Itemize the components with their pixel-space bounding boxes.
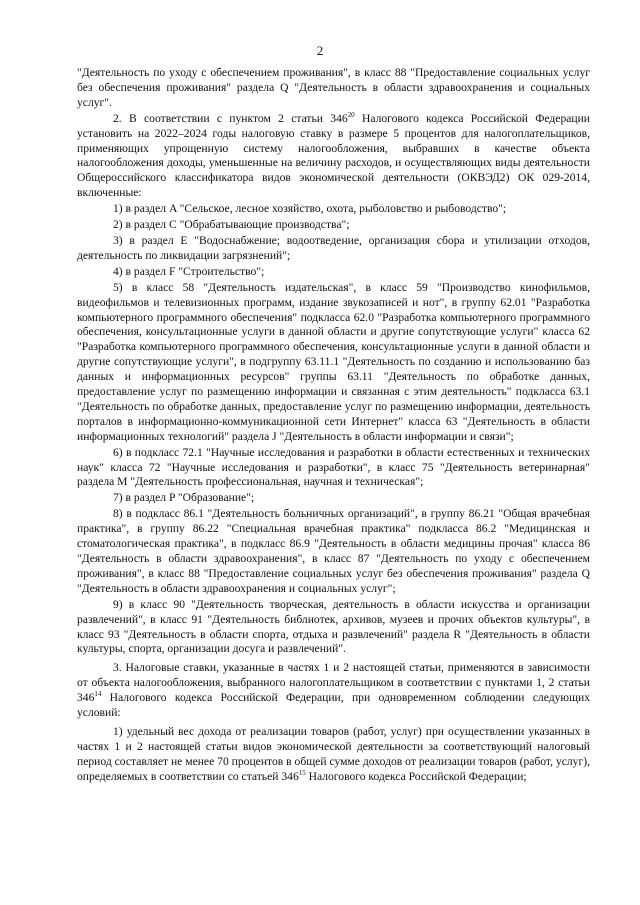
- footnote-superscript: 20: [347, 110, 355, 119]
- list-item-1: 1) в раздел A "Сельское, лесное хозяйство, охота, рыболовство и рыбоводство";: [113, 202, 507, 216]
- list-item-3: 3) в раздел E "Водоснабжение; водоотведение, организация сбора и утилизации отходов, деятельность по ликвидации загрязнений";: [77, 233, 590, 262]
- page-number: 2: [316, 43, 324, 58]
- text-run: Налогового кодекса Российской Федерации, при одновременном соблюдении следующих условий:: [77, 691, 590, 720]
- paragraph-continuation: "Деятельность по уходу с обеспечением проживания", в класс 88 "Предоставление социальных услуг без обеспечения проживания" раздела Q "Деятельность в области здравоохранения и социальных услуг".: [77, 66, 590, 109]
- list-item-5: 5) в класс 58 "Деятельность издательская", в класс 59 "Производство кинофильмов, видеофильмов и телевизионных программ, издание звукозаписей и нот", в группу 62.01 "Разработка компьютерного программного обеспечения" подкласса 62.0 "Разработка компьютерного программного обеспечения, консультационные услуги в данной области и другие сопутствующие услуги" класса 62 "Разработка компьютерного программного обеспечения, консультационные услуги в данной области и другие сопутствующие услуги", в подгруппу 63.11.1 "Деятельность по созданию и использованию баз данных и информационных ресурсов" группы 63.11 "Деятельность по обработке данных, предоставление услуг по размещению информации и связанная с этим деятельность" подкласса 63.1 "Деятельность по обработке данных, предоставление услуг по размещению информации, деятельность порталов в информационно-коммуникационной сети Интернет" класса 63 "Деятельность в области информационных технологий" раздела J "Деятельность в области информации и связи";: [77, 280, 590, 443]
- text-run: 3. Налоговые ставки, указанные в частях 1 и 2 настоящей статьи, применяются в зависимости от объекта налогообложения, выбранного налогоплательщиком в соответствии с пунктами 1, 2 статьи 346: [77, 661, 590, 705]
- paragraph-2: [77, 112, 590, 201]
- footnote-superscript: 14: [94, 690, 102, 699]
- list-item-2: 2) в раздел C "Обрабатывающие производства";: [113, 218, 350, 232]
- list-item-8: 8) в подкласс 86.1 "Деятельность больничных организаций", в группу 86.21 "Общая врачебная практика", в группу 86.22 "Специальная врачебная практика" подкласса 86.2 "Медицинская и стоматологическая практика", в подкласс 86.9 "Деятельность в области медицины прочая" класса 86 "Деятельность в области здравоохранения", в класс 87 "Деятельность по уходу с обеспечением проживания", в класс 88 "Предоставление социальных услуг без обеспечения проживания" раздела Q "Деятельность в области здравоохранения и социальных услуг";: [77, 507, 590, 595]
- list-item-4: 4) в раздел F "Строительство";: [113, 264, 265, 278]
- paragraph-3: [77, 661, 590, 721]
- text-run: 2. В соответствии с пунктом 2 статьи 346: [113, 111, 348, 125]
- document-body: [77, 66, 590, 785]
- list-item-7: 7) в раздел P "Образование";: [113, 491, 255, 505]
- text-run: 1) удельный вес дохода от реализации товаров (работ, услуг) при осуществлении указанных в частях 1 и 2 настоящей статьи видов экономической деятельности за соответствующий налоговый период составляет не менее 70 процентов в общей сумме доходов от реализации товаров (работ, услуг), определяемых в соответствии со статьей 346: [77, 724, 590, 783]
- text-run: Налогового кодекса Российской Федерации установить на 2022–2024 годы налоговую ставку в размере 5 процентов для налогоплательщиков, применяющих упрощенную систему налогообложения, выбравших в качестве объекта налогообложения доходы, уменьшенные на величину расходов, и осуществляющих виды деятельности Общероссийского классификатора видов экономической деятельности (ОКВЭД2) ОК 029-2014, включенные:: [77, 111, 590, 200]
- condition-item-1: [77, 725, 590, 785]
- list-item-9: 9) в класс 90 "Деятельность творческая, деятельность в области искусства и организации развлечений", в класс 91 "Деятельность библиотек, архивов, музеев и прочих объектов культуры", в класс 93 "Деятельность в области спорта, отдыха и развлечений" раздела R "Деятельность в области культуры, спорта, организации досуга и развлечений".: [77, 597, 590, 656]
- text-run: Налогового кодекса Российской Федерации;: [305, 769, 527, 783]
- footnote-superscript: 15: [298, 768, 306, 777]
- list-item-6: 6) в подкласс 72.1 "Научные исследования и разработки в области естественных и технических наук" класса 72 "Научные исследования и разработки", в класс 75 "Деятельность ветеринарная" раздела M "Деятельность профессиональная, научная и техническая";: [77, 445, 590, 489]
